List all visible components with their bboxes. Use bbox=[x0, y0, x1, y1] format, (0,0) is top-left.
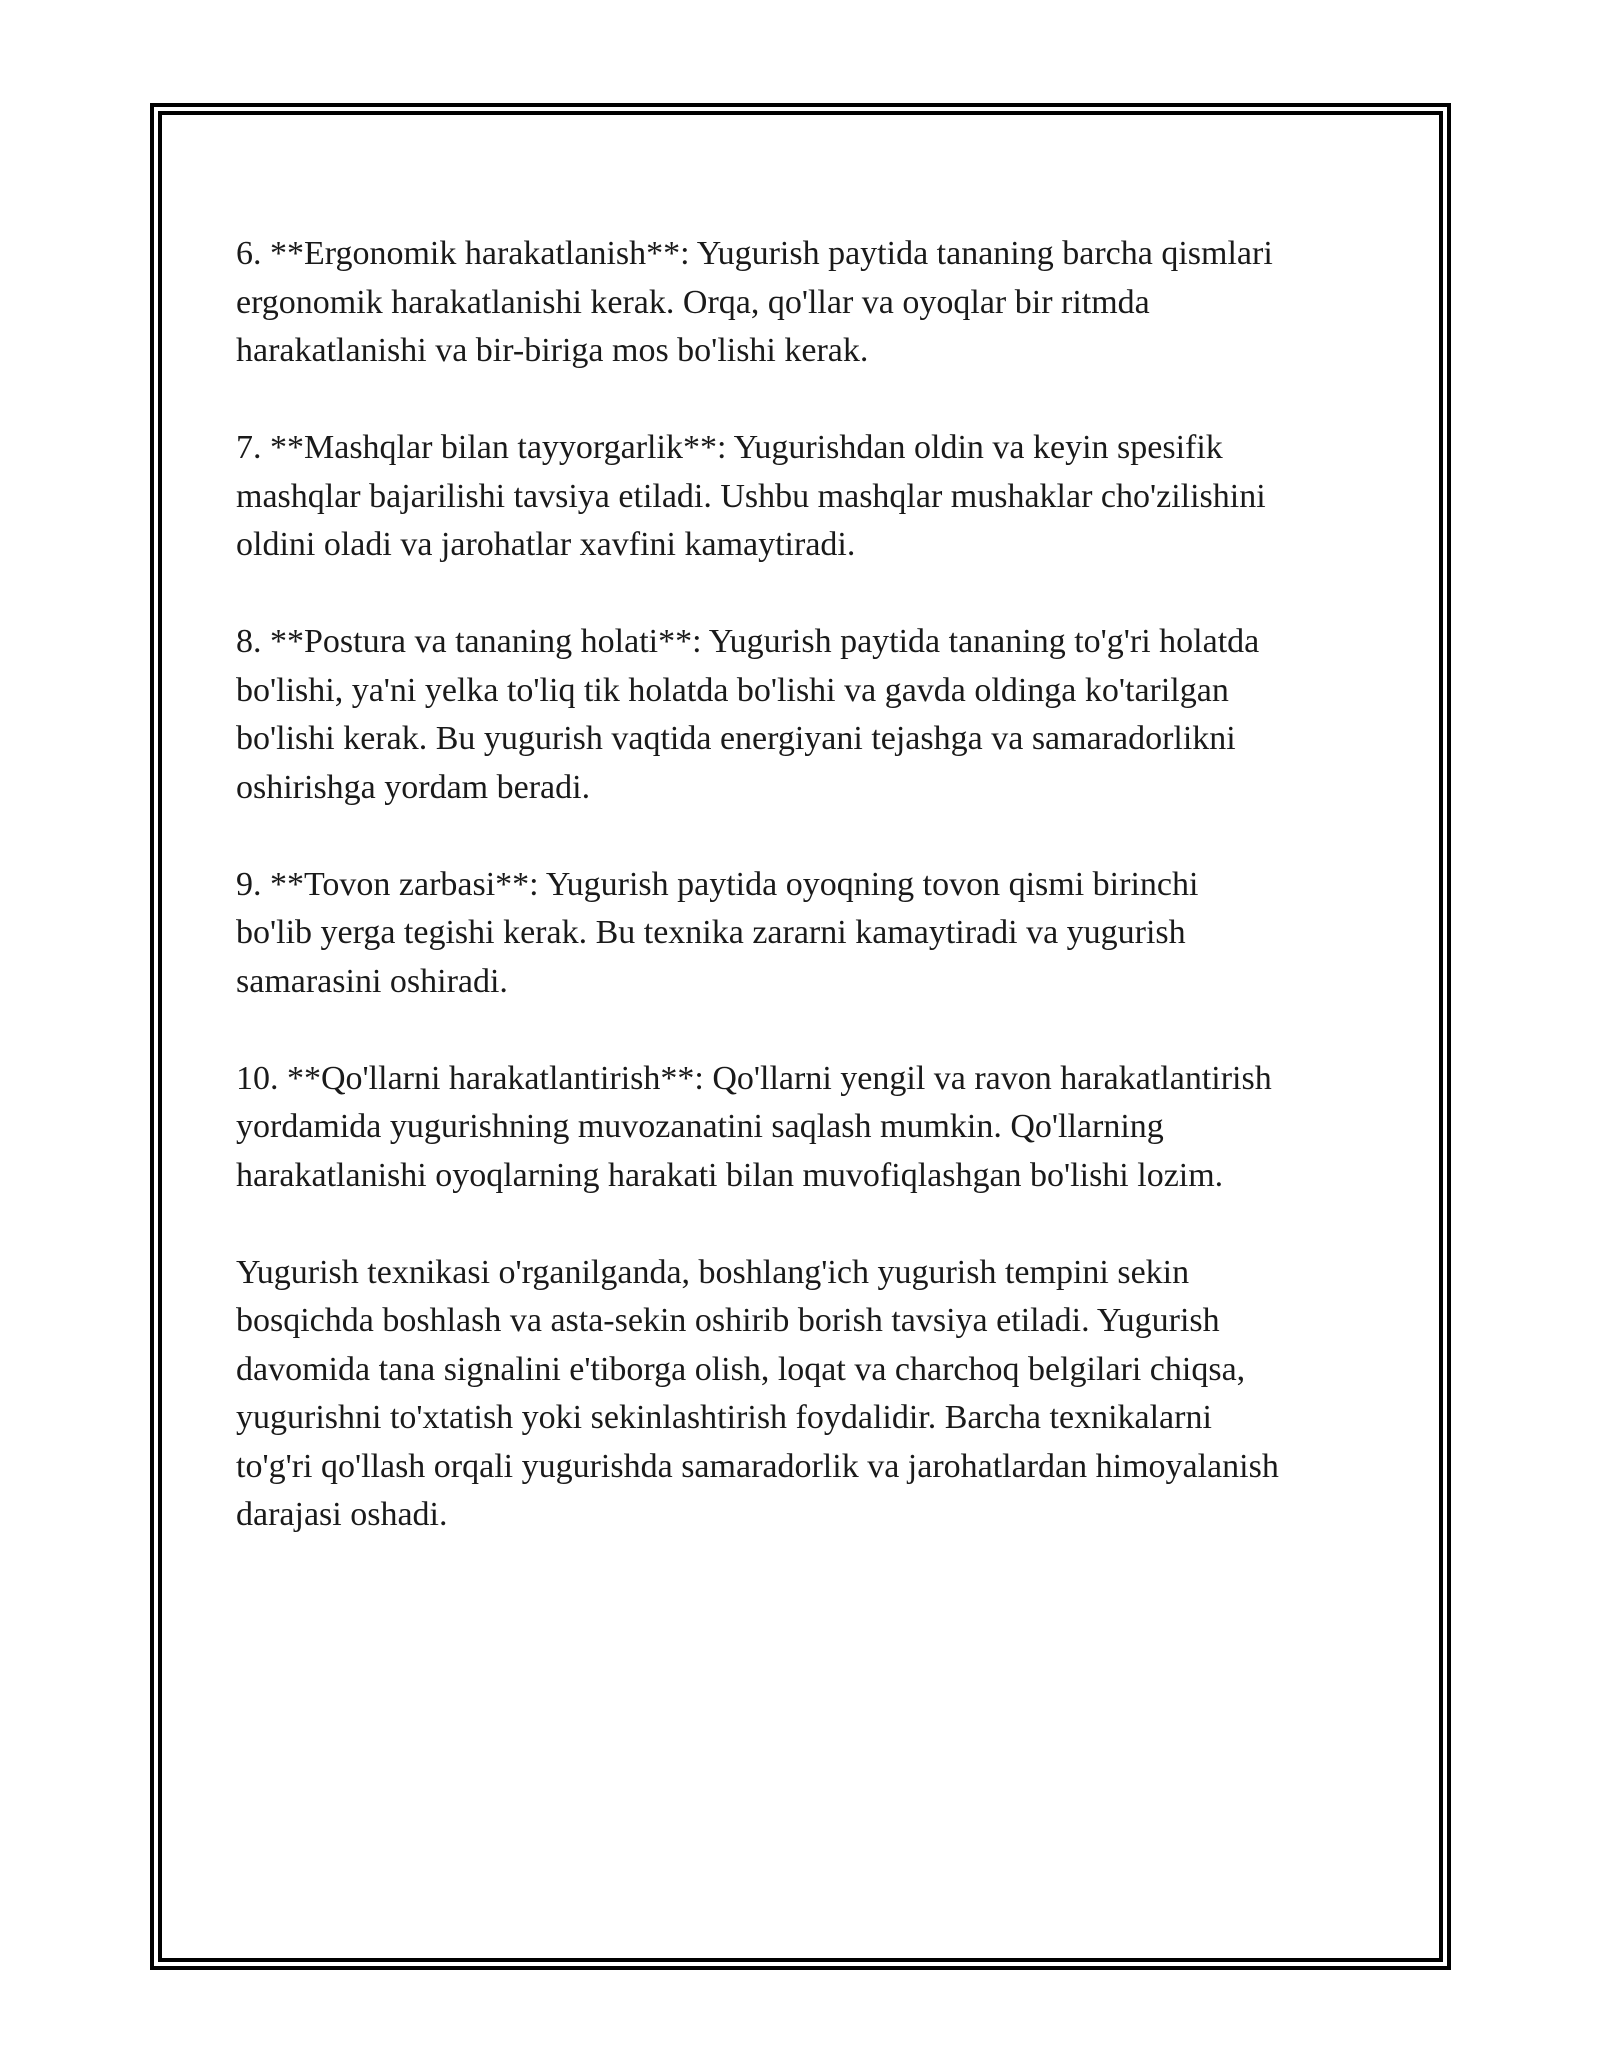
text-line: yugurishni to'xtatish yoki sekinlashtirish foydalidir. Barcha texnikalarni bbox=[236, 1399, 1212, 1436]
text-line: Yugurish texnikasi o'rganilganda, boshlang'ich yugurish tempini sekin bbox=[236, 1253, 1190, 1291]
text-line: bosqichda boshlash va asta-sekin oshirib borish tavsiya etiladi. Yugurish bbox=[236, 1302, 1220, 1339]
text-line: 9. **Tovon zarbasi**: Yugurish paytida oyoqning tovon qismi birinchi bbox=[236, 865, 1199, 903]
paragraph-qollarni-harakatlantirish bbox=[236, 1055, 1376, 1201]
text-line: harakatlanishi oyoqlarning harakati bilan muvofiqlashgan bo'lishi lozim. bbox=[236, 1156, 1224, 1194]
text-line: bo'lishi kerak. Bu yugurish vaqtida energiyani tejashga va samaradorlikni bbox=[236, 720, 1236, 757]
text-line: samarasini oshiradi. bbox=[236, 962, 508, 1000]
text-line: oldini oladi va jarohatlar xavfini kamaytiradi. bbox=[236, 526, 856, 563]
text-line: 7. **Mashqlar bilan tayyorgarlik**: Yugurishdan oldin va keyin spesifik bbox=[236, 429, 1223, 466]
paragraph-mashqlar-bilan-tayyorgarlik bbox=[236, 424, 1376, 570]
text-line: to'g'ri qo'llash orqali yugurishda samaradorlik va jarohatlardan himoyalanish bbox=[236, 1447, 1279, 1485]
document-body bbox=[236, 230, 1376, 1540]
text-line: oshirishga yordam beradi. bbox=[236, 768, 591, 806]
text-line: ergonomik harakatlanishi kerak. Orqa, qo'llar va oyoqlar bir ritmda bbox=[236, 283, 1150, 321]
text-line: mashqlar bajarilishi tavsiya etiladi. Ushbu mashqlar mushaklar cho'zilishini bbox=[236, 477, 1266, 515]
text-line: bo'lishi, ya'ni yelka to'liq tik holatda bo'lishi va gavda oldinga ko'tarilgan bbox=[236, 671, 1229, 709]
text-line: harakatlanishi va bir-biriga mos bo'lishi kerak. bbox=[236, 332, 869, 369]
text-line: davomida tana signalini e'tiborga olish, loqat va charchoq belgilari chiqsa, bbox=[236, 1350, 1246, 1388]
text-line: bo'lib yerga tegishi kerak. Bu texnika zararni kamaytiradi va yugurish bbox=[236, 914, 1186, 951]
paragraph-postura-va-tananing-holati bbox=[236, 618, 1376, 812]
paragraph-ergonomik-harakatlanish bbox=[236, 230, 1376, 376]
text-line: darajasi oshadi. bbox=[236, 1496, 448, 1533]
paragraph-tovon-zarbasi bbox=[236, 861, 1376, 1007]
text-line: yordamida yugurishning muvozanatini saqlash mumkin. Qo'llarning bbox=[236, 1108, 1164, 1145]
paragraph-conclusion bbox=[236, 1249, 1376, 1540]
text-line: 8. **Postura va tananing holati**: Yugurish paytida tananing to'g'ri holatda bbox=[236, 623, 1260, 660]
text-line: 6. **Ergonomik harakatlanish**: Yugurish paytida tananing barcha qismlari bbox=[236, 235, 1273, 272]
text-line: 10. **Qo'llarni harakatlantirish**: Qo'llarni yengil va ravon harakatlantirish bbox=[236, 1059, 1272, 1097]
